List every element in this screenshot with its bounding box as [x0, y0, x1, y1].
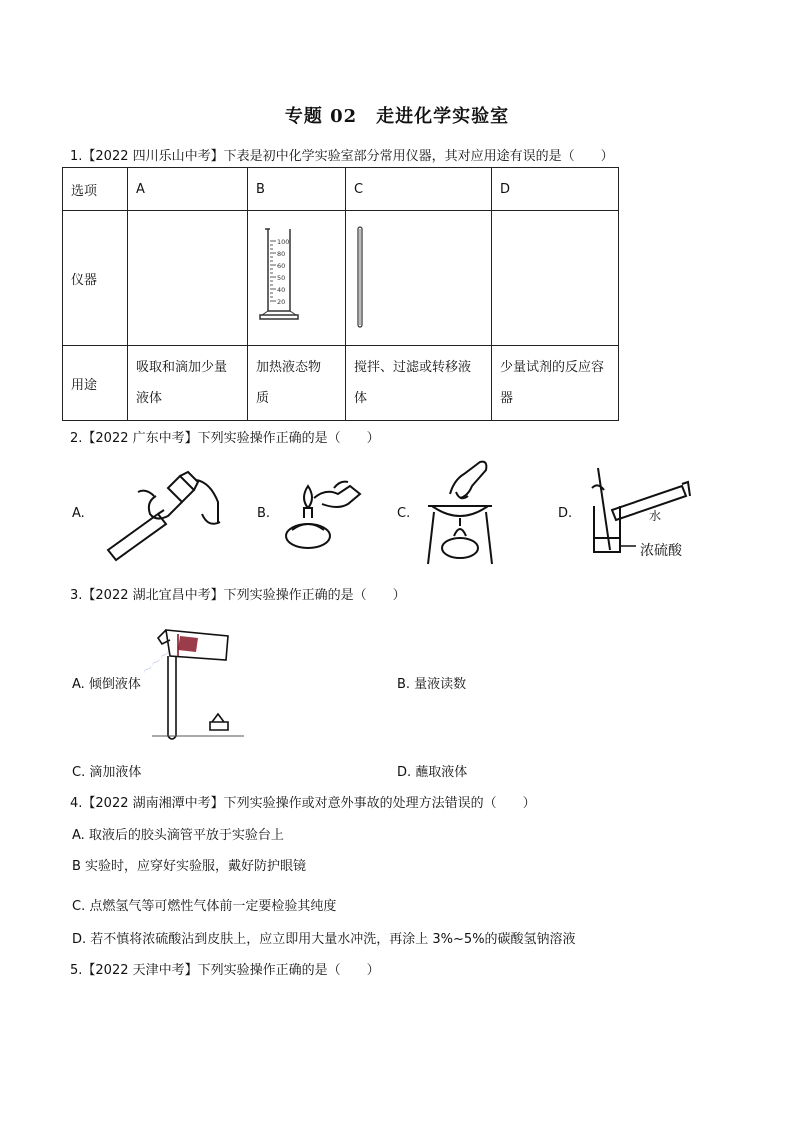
table-row-instruments: [63, 211, 619, 346]
instrument-b-cell: [248, 211, 346, 346]
use-d-line2: 器: [500, 391, 514, 406]
use-d-line1: 少量试剂的反应容: [500, 360, 605, 375]
use-b: [248, 346, 346, 421]
option-c-header: C: [346, 168, 492, 211]
instrument-a-cell: [128, 211, 248, 346]
q3-option-a: A. 倾倒液体: [72, 677, 141, 692]
use-a-line1: 吸取和滴加少量: [136, 360, 228, 375]
row-header-use: 用途: [63, 346, 128, 421]
q2-option-c-label: C.: [397, 506, 411, 521]
q4-option-d: D. 若不慎将浓硫酸沾到皮肤上，应立即用大量水冲洗，再涂上 3%~5%的碳酸氢钠溶液: [72, 932, 576, 947]
instrument-d-cell: [492, 211, 619, 346]
question-1-stem: 1.【2022 四川乐山中考】下表是初中化学实验室部分常用仪器，其对应用途有误的是（ ）: [70, 149, 614, 164]
question-3-stem: 3.【2022 湖北宜昌中考】下列实验操作正确的是（ ）: [70, 588, 406, 603]
use-c: [346, 346, 492, 421]
option-d-header: D: [492, 168, 619, 211]
q4-option-a: A. 取液后的胶头滴管平放于实验台上: [72, 828, 284, 843]
use-b-line1: 加热液态物: [256, 360, 322, 375]
page-title: 专题 02 走进化学实验室: [284, 106, 510, 127]
q2-option-d-label: D.: [558, 506, 573, 521]
question-2-stem: 2.【2022 广东中考】下列实验操作正确的是（ ）: [70, 431, 380, 446]
use-c-line1: 搅拌、过滤或转移液: [354, 360, 472, 375]
q4-option-b: B 实验时，应穿好实验服，戴好防护眼镜: [72, 859, 307, 874]
question-4-stem: 4.【2022 湖南湘潭中考】下列实验操作或对意外事故的处理方法错误的（ ）: [70, 796, 536, 811]
instrument-table: [62, 167, 619, 421]
tick-label: 40: [277, 286, 286, 294]
use-a: [128, 346, 248, 421]
tick-label: 60: [277, 262, 286, 270]
alcohol-lamp-lighting-icon: [278, 468, 368, 558]
use-a-line2: 液体: [136, 391, 163, 406]
tick-label: 50: [277, 274, 286, 282]
q3-option-b: B. 量液读数: [397, 677, 467, 692]
q3-option-c: C. 滴加液体: [72, 765, 142, 780]
pouring-into-test-tube-icon: [98, 462, 228, 562]
use-d: [492, 346, 619, 421]
table-row-uses: [63, 346, 619, 421]
tick-label: 20: [277, 298, 286, 306]
option-a-header: A: [128, 168, 248, 211]
tick-label: 100: [277, 238, 290, 246]
evaporating-dish-heating-icon: [420, 456, 500, 568]
option-b-header: B: [248, 168, 346, 211]
water-label: 水: [649, 509, 662, 523]
table-row-options: [63, 168, 619, 211]
tick-label: 80: [277, 250, 286, 258]
row-header-instrument: 仪器: [63, 211, 128, 346]
graduated-cylinder-icon: [248, 211, 328, 341]
use-b-line2: 质: [256, 391, 270, 406]
q4-option-c: C. 点燃氢气等可燃性气体前一定要检验其纯度: [72, 899, 337, 914]
q2-option-b-label: B.: [257, 506, 271, 521]
row-header-options: 选项: [63, 168, 128, 211]
acid-label: 浓硫酸: [640, 543, 682, 559]
question-5-stem: 5.【2022 天津中考】下列实验操作正确的是（ ）: [70, 963, 380, 978]
instrument-c-cell: [346, 211, 492, 346]
q3-option-d: D. 蘸取液体: [397, 765, 468, 780]
watermark-logo: ～～～: [139, 646, 174, 679]
q2-option-a-label: A.: [72, 506, 85, 521]
glass-rod-icon: [346, 211, 386, 341]
use-c-line2: 体: [354, 391, 368, 406]
